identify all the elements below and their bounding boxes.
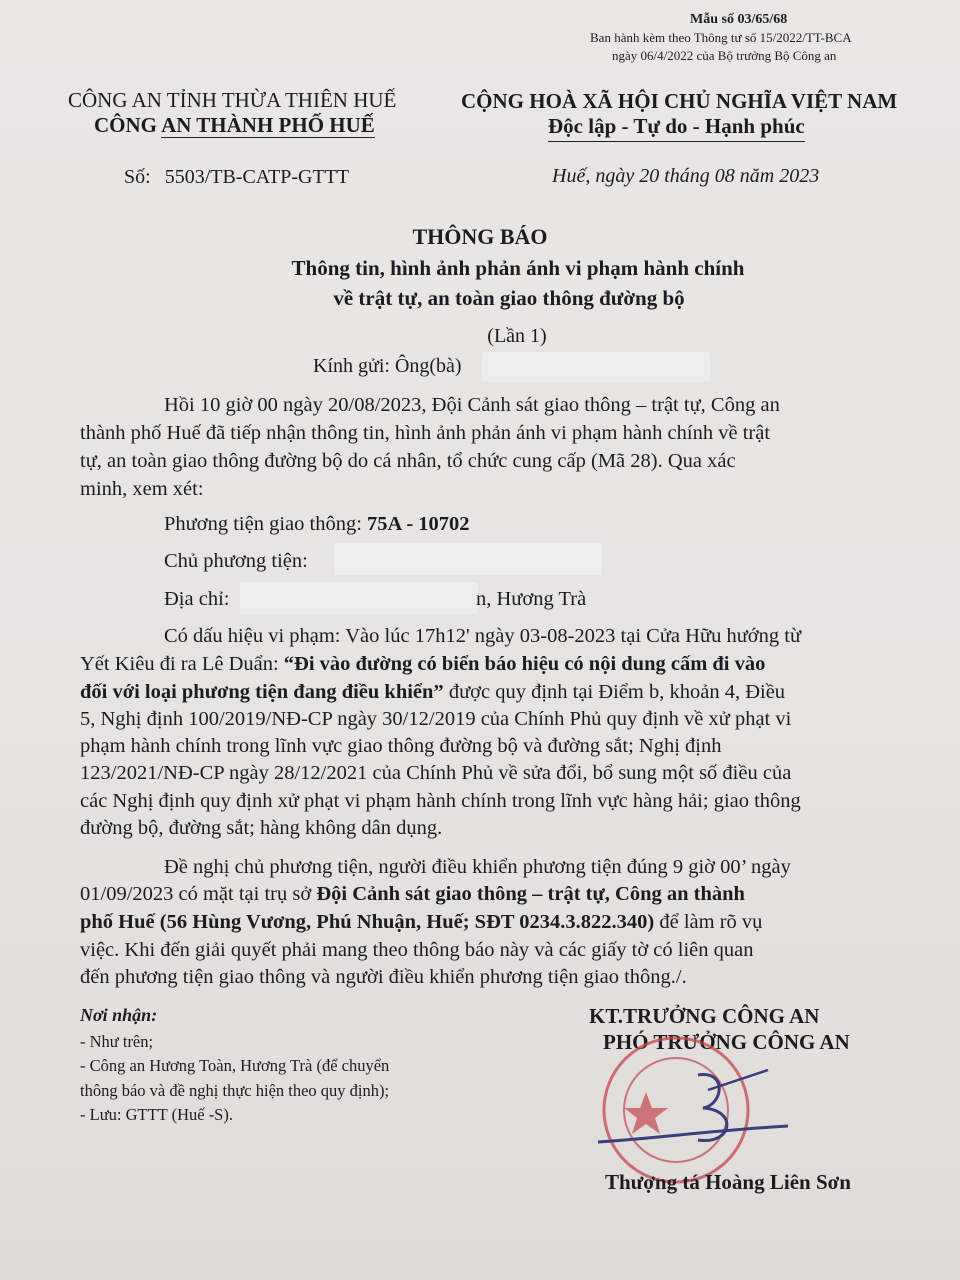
violation-offense: “Đi vào đường có biển báo hiệu có nội dung cấm đi vào (283, 653, 766, 675)
vehicle-plate: 75A - 10702 (367, 513, 470, 535)
recipients-item: - Như trên; (80, 1032, 154, 1051)
issuer-province: CÔNG AN TỈNH THỪA THIÊN HUẾ (68, 88, 397, 112)
notice-subtitle-2: về trật tự, an toàn giao thông đường bộ (333, 286, 685, 310)
redacted-address (240, 582, 478, 614)
document-number (124, 166, 349, 189)
violation-line: 5, Nghị định 100/2019/NĐ-CP ngày 30/12/2019 của Chính Phủ quy định về xử phạt vi (80, 708, 792, 730)
notice-title: THÔNG BÁO (412, 224, 548, 249)
form-legal-basis-line-1: Ban hành kèm theo Thông tư số 15/2022/TT-BCA (590, 30, 852, 45)
violation-line: phạm hành chính trong lĩnh vực giao thông đường bộ và đường sắt; Nghị định (80, 735, 722, 757)
request-office: phố Huế (56 Hùng Vương, Phú Nhuận, Huế; SĐT 0234.3.822.340) (80, 911, 655, 933)
violation-text: được quy định tại Điểm b, khoản 4, Điều (443, 681, 786, 703)
place-and-date: Huế, ngày 20 tháng 08 năm 2023 (552, 165, 820, 187)
signature-title-2: PHÓ TRƯỞNG CÔNG AN (603, 1030, 850, 1054)
violation-line: 123/2021/NĐ-CP ngày 28/12/2021 của Chính Phủ về sửa đổi, bổ sung một số điều của (80, 762, 792, 784)
national-motto: Độc lập - Tự do - Hạnh phúc (548, 114, 805, 142)
vehicle-line (164, 513, 470, 536)
body-paragraph-1-line: tự, an toàn giao thông đường bộ do cá nhân, tổ chức cung cấp (Mã 28). Qua xác (80, 450, 736, 472)
national-title: CỘNG HOÀ XÃ HỘI CHỦ NGHĨA VIỆT NAM (461, 89, 898, 113)
notice-round: (Lần 1) (487, 325, 547, 347)
recipients-item: - Lưu: GTTT (Huế -S). (80, 1105, 233, 1124)
violation-text: Yết Kiêu đi ra Lê Duẩn: (80, 653, 284, 675)
request-line (80, 911, 762, 934)
owner-label: Chủ phương tiện: (164, 550, 308, 572)
request-line: đến phương tiện giao thông và người điều khiển phương tiện giao thông./. (80, 966, 687, 988)
document-number-value: 5503/TB-CATP-GTTT (164, 166, 350, 188)
redacted-owner-name (334, 543, 602, 575)
issuer-city-prefix: CÔNG (94, 113, 162, 137)
request-line: việc. Khi đến giải quyết phải mang theo thông báo này và các giấy tờ có liên quan (80, 939, 754, 961)
signature-title-1: KT.TRƯỞNG CÔNG AN (589, 1004, 820, 1028)
redacted-recipient-name (482, 352, 710, 382)
request-line (80, 883, 745, 906)
body-paragraph-1-line: thành phố Huế đã tiếp nhận thông tin, hình ảnh phản ánh vi phạm hành chính về trật (80, 422, 771, 444)
violation-offense: đối với loại phương tiện đang điều khiển” (80, 681, 444, 703)
body-paragraph-1-line: minh, xem xét: (80, 478, 204, 500)
request-text: 01/09/2023 có mặt tại trụ sở (80, 883, 317, 905)
request-line: Đề nghị chủ phương tiện, người điều khiển phương tiện đúng 9 giờ 00’ ngày (164, 856, 791, 878)
violation-line: các Nghị định quy định xử phạt vi phạm hành chính trong lĩnh vực hàng hải; giao thông (80, 790, 801, 812)
document-number-label: Số: (124, 166, 151, 188)
signer-name: Thượng tá Hoàng Liên Sơn (605, 1170, 851, 1194)
issuer-city-underlined: AN THÀNH PHỐ HUẾ (161, 113, 375, 137)
recipients-item: thông báo và đề nghị thực hiện theo quy định); (80, 1081, 390, 1100)
recipients-label: Nơi nhận: (80, 1005, 158, 1025)
violation-line: Có dấu hiệu vi phạm: Vào lúc 17h12' ngày 03-08-2023 tại Cửa Hữu hướng từ (164, 625, 802, 647)
request-text: để làm rõ vụ (654, 911, 763, 933)
notice-subtitle-1: Thông tin, hình ảnh phản ánh vi phạm hành chính (291, 256, 745, 280)
vehicle-label: Phương tiện giao thông: (164, 513, 368, 535)
form-legal-basis-line-2: ngày 06/4/2022 của Bộ trưởng Bộ Công an (612, 48, 837, 63)
issuer-city (94, 113, 375, 138)
address-label: Địa chỉ: (164, 588, 230, 610)
body-paragraph-1-line: Hồi 10 giờ 00 ngày 20/08/2023, Đội Cảnh sát giao thông – trật tự, Công an (164, 394, 780, 416)
request-office: Đội Cảnh sát giao thông – trật tự, Công an thành (316, 883, 745, 905)
violation-line (80, 653, 765, 676)
form-number: Mẫu số 03/65/68 (690, 12, 788, 27)
recipients-item: - Công an Hương Toàn, Hương Trà (để chuyển (80, 1056, 390, 1075)
recipient-label: Kính gửi: Ông(bà) (313, 355, 462, 377)
violation-line (80, 681, 785, 704)
violation-line: đường bộ, đường sắt; hàng không dân dụng. (80, 817, 443, 839)
address-suffix: n, Hương Trà (476, 588, 587, 610)
